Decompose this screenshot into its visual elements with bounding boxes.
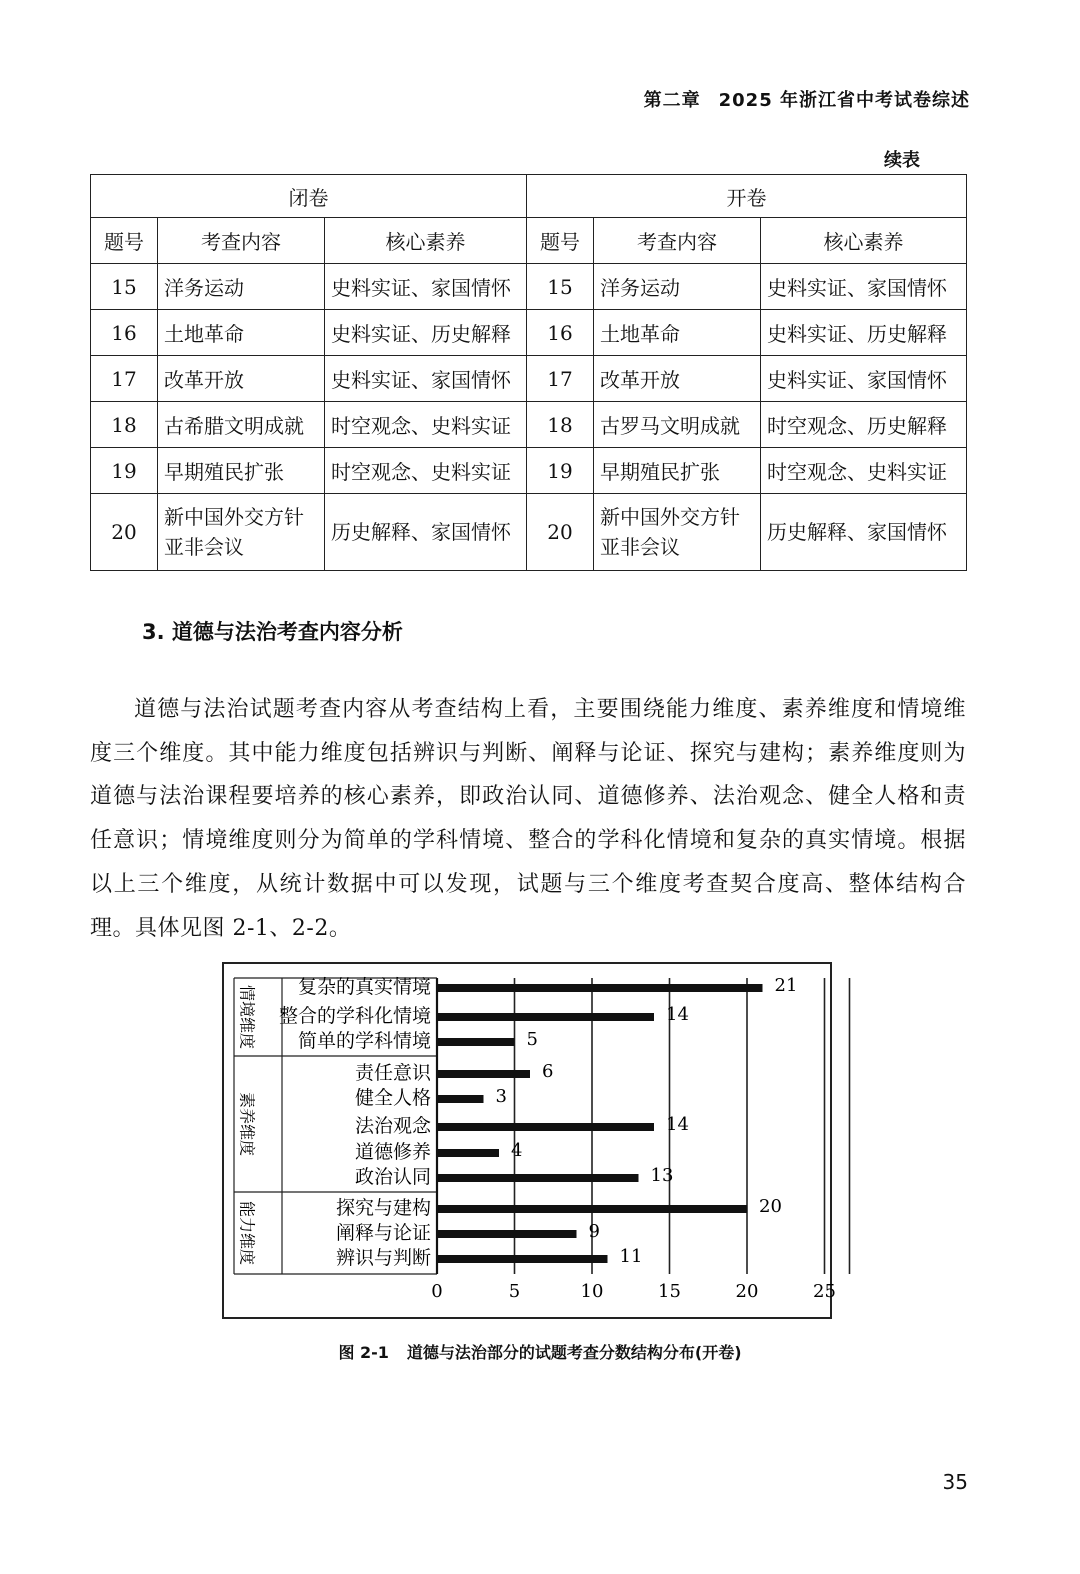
table-column-header-row [91,218,967,264]
cell-topic-line: 新中国外交方针 [600,505,741,529]
cell-number: 19 [527,448,594,494]
bar [437,1095,484,1103]
category-label: 健全人格 [354,1087,431,1109]
group-label: 素养维度 [237,1091,257,1157]
x-tick-label: 5 [508,1281,521,1302]
bar [437,1123,654,1131]
category-label: 复杂的真实情境 [297,976,431,998]
cell-number: 18 [527,402,594,448]
group-label: 情境维度 [237,984,257,1050]
bar-chart [224,964,836,1317]
col-header-content: 考查内容 [594,218,761,264]
cell-literacy: 时空观念、历史解释 [761,402,967,448]
data-label: 21 [774,975,798,996]
cell-literacy: 史料实证、家国情怀 [325,356,527,402]
cell-topic [158,494,325,571]
cell-topic [594,494,761,571]
category-label: 整合的学科化情境 [278,1005,431,1027]
figure-title: 道德与法治部分的试题考查分数结构分布(开卷) [406,1343,742,1362]
body-paragraph: 道德与法治试题考查内容从考查结构上看，主要围绕能力维度、素养维度和情境维度三个维度。其中能力维度包括辨识与判断、阐释与论证、探究与建构；素养维度则为道德与法治课程要培养的核心素养，即政治认同、道德修养、法治观念、健全人格和责任意识；情境维度则分为简单的学科情境、整合的学科化情境和复杂的真实情境。根据以上三个维度，从统计数据中可以发现，试题与三个维度考查契合度高、整体结构合理。具体见图 2-1、2-2。 [90,697,966,941]
bar [437,1205,747,1213]
cell-topic: 洋务运动 [158,264,325,310]
bar [437,1070,530,1078]
cell-topic-line: 亚非会议 [600,535,681,559]
comparison-table [90,174,967,571]
table-row [91,494,967,571]
cell-topic: 洋务运动 [594,264,761,310]
cell-topic: 古罗马文明成就 [594,402,761,448]
col-header-content: 考查内容 [158,218,325,264]
table-row [91,402,967,448]
category-label: 阐释与论证 [335,1222,431,1244]
table-row [91,264,967,310]
running-header [644,86,970,112]
cell-number: 18 [91,402,158,448]
col-header-literacy: 核心素养 [761,218,967,264]
bar [437,1230,577,1238]
group-open-book: 开卷 [527,175,967,218]
data-label: 11 [619,1246,643,1267]
bar [437,1038,515,1046]
cell-literacy: 历史解释、家国情怀 [325,494,527,571]
bar [437,1174,639,1182]
category-label: 责任意识 [354,1062,431,1084]
chapter-title: 2025 年浙江省中考试卷综述 [718,90,970,111]
cell-literacy: 史料实证、历史解释 [761,310,967,356]
col-header-number: 题号 [527,218,594,264]
cell-literacy: 史料实证、历史解释 [325,310,527,356]
category-label: 道德修养 [354,1141,431,1163]
cell-topic: 早期殖民扩张 [594,448,761,494]
data-label: 20 [759,1196,782,1217]
cell-topic: 土地革命 [158,310,325,356]
cell-topic: 改革开放 [594,356,761,402]
category-label: 简单的学科情境 [297,1030,431,1052]
bar [437,1255,608,1263]
cell-literacy: 史料实证、家国情怀 [325,264,527,310]
cell-number: 15 [91,264,158,310]
category-label: 辨识与判断 [335,1247,431,1269]
x-tick-label: 25 [813,1281,836,1302]
x-tick-label: 20 [735,1281,759,1302]
cell-number: 20 [527,494,594,571]
cell-topic-line: 亚非会议 [164,535,244,559]
cell-literacy: 史料实证、家国情怀 [761,356,967,402]
data-label: 13 [650,1165,674,1186]
cell-topic: 土地革命 [594,310,761,356]
cell-topic: 改革开放 [158,356,325,402]
group-label: 能力维度 [237,1200,257,1266]
col-header-number: 题号 [91,218,158,264]
group-closed-book: 闭卷 [91,175,527,218]
data-label: 9 [588,1221,600,1242]
table-group-header-row [91,175,967,218]
cell-literacy: 时空观念、史料实证 [761,448,967,494]
cell-number: 16 [527,310,594,356]
cell-number: 17 [527,356,594,402]
category-label: 探究与建构 [335,1197,431,1219]
bar [437,984,763,992]
cell-literacy: 时空观念、史料实证 [325,402,527,448]
figure-caption [0,1340,1080,1363]
section-heading: 3. 道德与法治考查内容分析 [142,620,403,644]
cell-number: 20 [91,494,158,571]
col-header-literacy: 核心素养 [325,218,527,264]
table-row [91,356,967,402]
cell-literacy: 历史解释、家国情怀 [761,494,967,571]
bar [437,1013,654,1021]
cell-number: 17 [91,356,158,402]
figure-label: 图 2-1 [338,1343,389,1362]
cell-number: 15 [527,264,594,310]
category-label: 法治观念 [354,1115,431,1137]
cell-topic-line: 新中国外交方针 [164,505,304,529]
data-label: 5 [526,1029,538,1050]
table-row [91,448,967,494]
category-label: 政治认同 [354,1166,431,1188]
table-row [91,310,967,356]
x-tick-label: 0 [431,1281,443,1302]
cell-literacy: 时空观念、史料实证 [325,448,527,494]
cell-number: 19 [91,448,158,494]
page-number: 35 [942,1470,968,1494]
x-tick-label: 10 [580,1281,604,1302]
data-label: 6 [542,1061,554,1082]
x-tick-label: 15 [658,1281,681,1302]
chapter-label: 第二章 [643,90,701,111]
cell-topic: 早期殖民扩张 [158,448,325,494]
cell-topic: 古希腊文明成就 [158,402,325,448]
table-continued-note: 续表 [884,150,920,171]
data-label: 14 [666,1004,689,1025]
bar [437,1149,499,1157]
data-label: 3 [495,1086,507,1107]
figure-2-1 [222,962,836,1319]
data-label: 4 [511,1140,523,1161]
cell-literacy: 史料实证、家国情怀 [761,264,967,310]
data-label: 14 [666,1114,689,1135]
cell-number: 16 [91,310,158,356]
